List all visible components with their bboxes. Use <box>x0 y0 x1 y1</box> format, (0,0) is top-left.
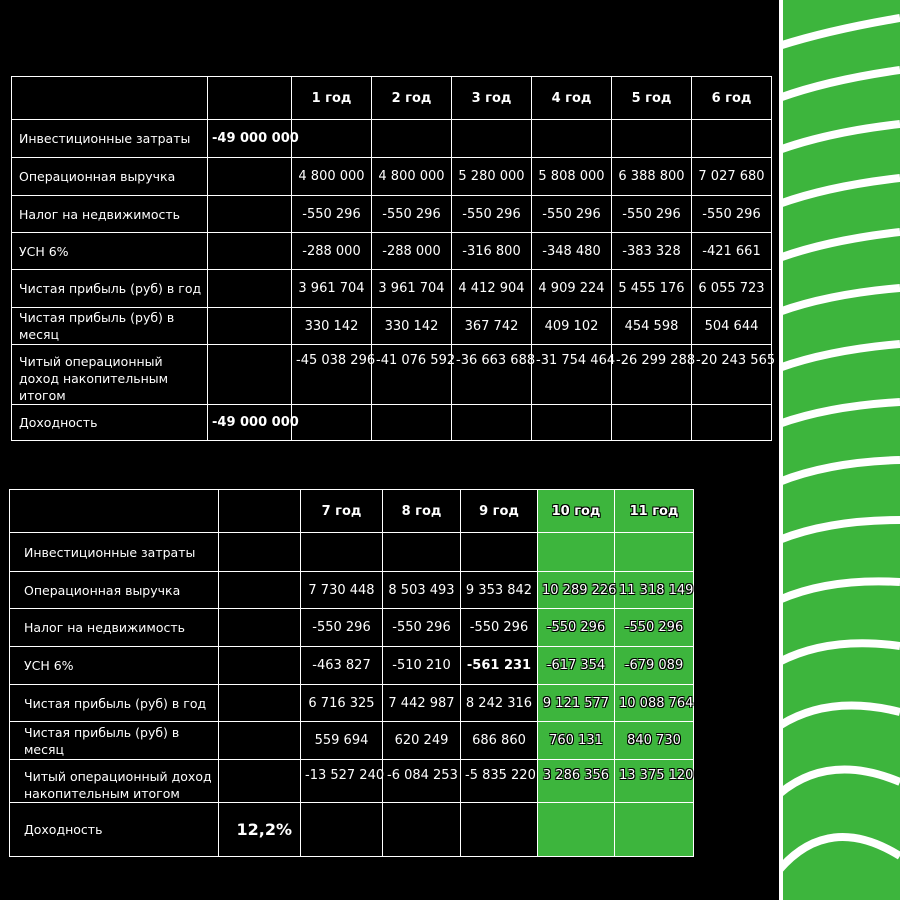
header-cell-year-6: 6 год <box>692 77 772 120</box>
value-cell: 8 242 316 <box>461 685 538 722</box>
value-cell: 840 730 <box>615 722 694 760</box>
row-label: Доходность <box>12 405 208 441</box>
row-label: УСН 6% <box>12 233 208 270</box>
initial-value <box>208 233 292 270</box>
value-cell <box>615 803 694 857</box>
value-cell <box>461 533 538 572</box>
value-cell: -550 296 <box>692 196 772 233</box>
initial-value: -49 000 000 <box>208 120 292 158</box>
value-cell: -561 231 <box>461 647 538 685</box>
initial-value <box>208 196 292 233</box>
value-cell: -550 296 <box>372 196 452 233</box>
row-label: Читый операционный доход накопительным итогом <box>10 760 219 803</box>
value-cell <box>538 533 615 572</box>
value-cell <box>383 803 461 857</box>
value-cell: 4 412 904 <box>452 270 532 308</box>
cashflow-table-years-7-11 <box>9 489 694 857</box>
initial-value <box>208 270 292 308</box>
value-cell: -679 089 <box>615 647 694 685</box>
value-cell: -550 296 <box>532 196 612 233</box>
value-cell <box>615 533 694 572</box>
value-cell: -36 663 688 <box>452 345 532 405</box>
value-cell: -510 210 <box>383 647 461 685</box>
row-label: Операционная выручка <box>12 158 208 196</box>
value-cell: -550 296 <box>461 609 538 647</box>
table-row <box>10 685 694 722</box>
row-label: Чистая прибыль (руб) в год <box>10 685 219 722</box>
value-cell: 3 961 704 <box>292 270 372 308</box>
value-cell: -31 754 464 <box>532 345 612 405</box>
header-cell <box>12 77 208 120</box>
row-label: УСН 6% <box>10 647 219 685</box>
table-row <box>10 722 694 760</box>
value-cell: 6 055 723 <box>692 270 772 308</box>
header-cell <box>219 490 301 533</box>
value-cell: -288 000 <box>372 233 452 270</box>
value-cell: 4 800 000 <box>292 158 372 196</box>
value-cell <box>301 533 383 572</box>
header-cell <box>10 490 219 533</box>
table-row <box>12 345 772 405</box>
value-cell: -6 084 253 <box>383 760 461 803</box>
row-label: Читый операционный доход накопительным итогом <box>12 345 208 405</box>
table-row <box>12 120 772 158</box>
initial-value <box>219 647 301 685</box>
value-cell <box>532 120 612 158</box>
value-cell <box>372 405 452 441</box>
row-label: Чистая прибыль (руб) в год <box>12 270 208 308</box>
cashflow-table-years-1-6 <box>11 76 776 441</box>
initial-value <box>219 572 301 609</box>
table-row <box>10 803 694 857</box>
value-cell <box>538 803 615 857</box>
table-row <box>12 308 772 345</box>
value-cell: -316 800 <box>452 233 532 270</box>
value-cell: 454 598 <box>612 308 692 345</box>
value-cell: 504 644 <box>692 308 772 345</box>
header-cell-year-9: 9 год <box>461 490 538 533</box>
header-cell-year-3: 3 год <box>452 77 532 120</box>
table-row <box>12 405 772 441</box>
value-cell: -26 299 288 <box>612 345 692 405</box>
table-row <box>12 270 772 308</box>
row-label: Инвестиционные затраты <box>10 533 219 572</box>
initial-value <box>219 760 301 803</box>
value-cell: -5 835 220 <box>461 760 538 803</box>
initial-value <box>208 345 292 405</box>
value-cell: -550 296 <box>538 609 615 647</box>
row-label: Доходность <box>10 803 219 857</box>
header-cell-year-2: 2 год <box>372 77 452 120</box>
value-cell: 13 375 120 <box>615 760 694 803</box>
value-cell: 367 742 <box>452 308 532 345</box>
value-cell: 7 442 987 <box>383 685 461 722</box>
table-row <box>12 233 772 270</box>
table-row <box>10 760 694 803</box>
value-cell <box>612 120 692 158</box>
value-cell <box>692 405 772 441</box>
header-cell-year-11: 11 год <box>615 490 694 533</box>
green-stripes-decoration <box>779 0 900 900</box>
table-header-row <box>12 77 772 120</box>
value-cell: 5 808 000 <box>532 158 612 196</box>
value-cell <box>532 405 612 441</box>
value-cell: 620 249 <box>383 722 461 760</box>
value-cell <box>452 120 532 158</box>
value-cell: -20 243 565 <box>692 345 772 405</box>
value-cell: 559 694 <box>301 722 383 760</box>
row-label: Операционная выручка <box>10 572 219 609</box>
value-cell: -348 480 <box>532 233 612 270</box>
value-cell: 409 102 <box>532 308 612 345</box>
value-cell: 6 716 325 <box>301 685 383 722</box>
table-row <box>10 572 694 609</box>
table-row <box>10 533 694 572</box>
table-row <box>10 647 694 685</box>
value-cell: -550 296 <box>615 609 694 647</box>
initial-value <box>208 308 292 345</box>
header-cell-year-7: 7 год <box>301 490 383 533</box>
header-cell-year-4: 4 год <box>532 77 612 120</box>
value-cell: -45 038 296 <box>292 345 372 405</box>
value-cell: 3 286 356 <box>538 760 615 803</box>
value-cell <box>612 405 692 441</box>
value-cell: 330 142 <box>292 308 372 345</box>
value-cell <box>292 120 372 158</box>
row-label: Налог на недвижимость <box>10 609 219 647</box>
initial-value <box>219 722 301 760</box>
value-cell <box>372 120 452 158</box>
header-cell-year-8: 8 год <box>383 490 461 533</box>
value-cell <box>452 405 532 441</box>
initial-value <box>208 158 292 196</box>
yield-value: 12,2% <box>219 803 301 857</box>
value-cell: -550 296 <box>292 196 372 233</box>
value-cell: 10 289 226 <box>538 572 615 609</box>
initial-value <box>219 609 301 647</box>
value-cell: 330 142 <box>372 308 452 345</box>
row-label: Налог на недвижимость <box>12 196 208 233</box>
value-cell: 760 131 <box>538 722 615 760</box>
header-cell-year-1: 1 год <box>292 77 372 120</box>
initial-value <box>219 533 301 572</box>
initial-value: -49 000 000 <box>208 405 292 441</box>
value-cell: -383 328 <box>612 233 692 270</box>
value-cell <box>292 405 372 441</box>
value-cell: -550 296 <box>301 609 383 647</box>
value-cell: -13 527 240 <box>301 760 383 803</box>
value-cell: -550 296 <box>383 609 461 647</box>
value-cell: -288 000 <box>292 233 372 270</box>
value-cell: 6 388 800 <box>612 158 692 196</box>
table-header-row <box>10 490 694 533</box>
value-cell <box>301 803 383 857</box>
value-cell <box>383 533 461 572</box>
value-cell: -463 827 <box>301 647 383 685</box>
value-cell: 11 318 149 <box>615 572 694 609</box>
header-cell-year-10: 10 год <box>538 490 615 533</box>
value-cell: 4 909 224 <box>532 270 612 308</box>
initial-value <box>219 685 301 722</box>
value-cell: 3 961 704 <box>372 270 452 308</box>
value-cell: 5 455 176 <box>612 270 692 308</box>
value-cell: 9 353 842 <box>461 572 538 609</box>
value-cell: -550 296 <box>612 196 692 233</box>
table-row <box>12 196 772 233</box>
value-cell: -550 296 <box>452 196 532 233</box>
row-label: Чистая прибыль (руб) в месяц <box>10 722 219 760</box>
header-cell-year-5: 5 год <box>612 77 692 120</box>
table-row <box>12 158 772 196</box>
value-cell <box>461 803 538 857</box>
header-cell <box>208 77 292 120</box>
value-cell: 4 800 000 <box>372 158 452 196</box>
row-label: Инвестиционные затраты <box>12 120 208 158</box>
value-cell: 10 088 764 <box>615 685 694 722</box>
value-cell: -617 354 <box>538 647 615 685</box>
value-cell: 686 860 <box>461 722 538 760</box>
value-cell: 8 503 493 <box>383 572 461 609</box>
value-cell: 5 280 000 <box>452 158 532 196</box>
value-cell: 9 121 577 <box>538 685 615 722</box>
value-cell: 7 730 448 <box>301 572 383 609</box>
value-cell: -41 076 592 <box>372 345 452 405</box>
table-row <box>10 609 694 647</box>
row-label: Чистая прибыль (руб) в месяц <box>12 308 208 345</box>
value-cell: 7 027 680 <box>692 158 772 196</box>
value-cell: -421 661 <box>692 233 772 270</box>
value-cell <box>692 120 772 158</box>
